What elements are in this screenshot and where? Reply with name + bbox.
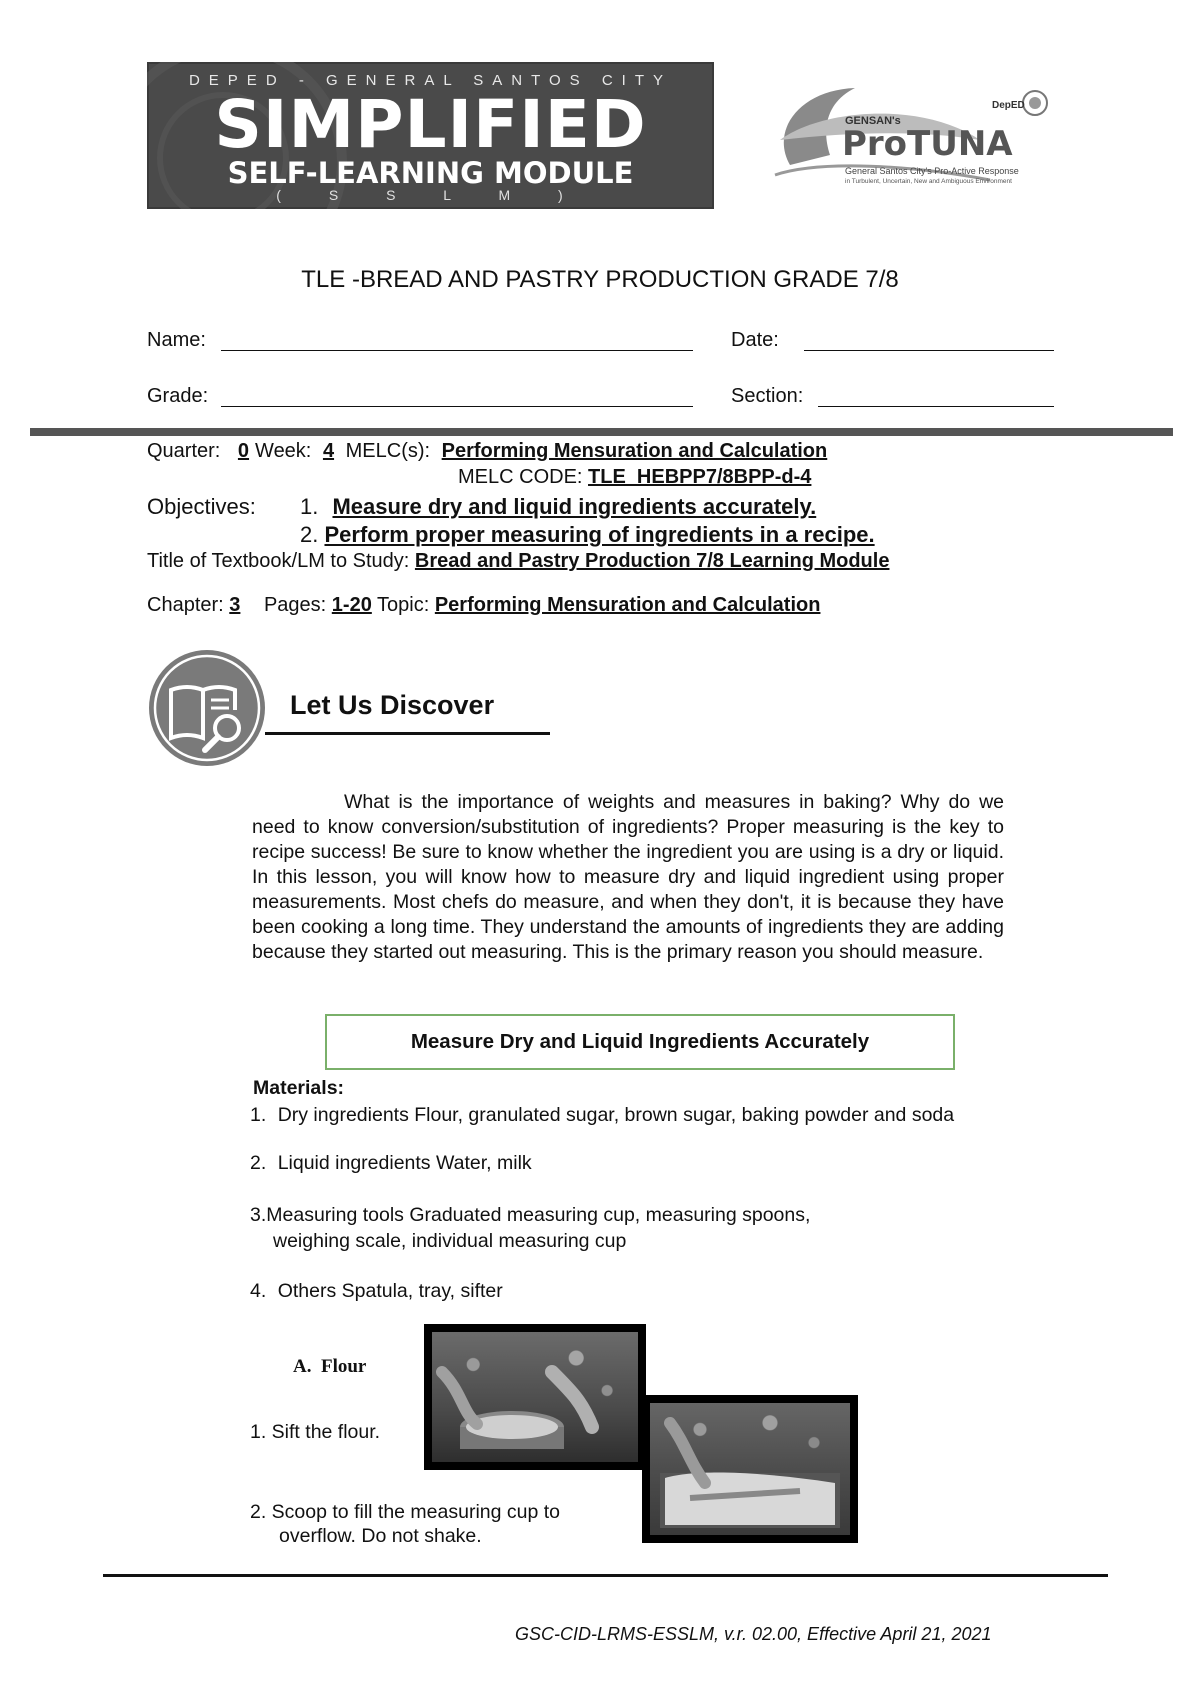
objective-1 <box>300 494 816 520</box>
material-number: 3. <box>250 1204 267 1226</box>
melc-label: MELC(s): <box>345 440 431 462</box>
grade-label: Grade: <box>147 385 209 407</box>
material-text: Liquid ingredients Water, milk <box>277 1152 532 1174</box>
logo-deped-text: DepED <box>992 100 1025 111</box>
textbook-label: Title of Textbook/LM to Study: <box>147 550 410 572</box>
melc-code-row <box>458 466 811 489</box>
banner-main-text: SIMPLIFIED <box>214 86 647 163</box>
material-item-3 <box>250 1204 810 1227</box>
material-item-4 <box>250 1280 503 1303</box>
chapter-label: Chapter: <box>147 594 224 616</box>
objective-2-number: 2. <box>300 522 319 547</box>
footer-rule <box>103 1574 1108 1577</box>
sslm-banner <box>147 62 714 209</box>
flour-step-2-cont: overflow. Do not shake. <box>279 1525 482 1547</box>
date-field-line[interactable] <box>804 350 1054 351</box>
material-item-2 <box>250 1152 532 1175</box>
material-text: Measuring tools Graduated measuring cup, measuring spoons, <box>266 1204 811 1226</box>
objective-1-number: 1. <box>300 494 319 519</box>
chapter-value: 3 <box>229 594 241 616</box>
material-text: Dry ingredients Flour, granulated sugar, brown sugar, baking powder and soda <box>277 1104 955 1126</box>
section-title-discover: Let Us Discover <box>290 690 495 720</box>
logo-tagline-2: in Turbulent, Uncertain, New and Ambiguous Environment <box>845 178 1012 185</box>
flour-step-2: 2. Scoop to fill the measuring cup to <box>250 1501 561 1523</box>
banner-sslm-text: ( S S L M ) <box>276 187 585 203</box>
chapter-row <box>147 594 820 617</box>
material-text: Others Spatula, tray, sifter <box>277 1280 503 1302</box>
divider-rule <box>30 428 1173 436</box>
protuna-logo <box>760 70 1060 200</box>
discover-paragraph-text: What is the importance of weights and measures in baking? Why do we need to know conversion/substitution of ingredients? Proper measuring is the key to recipe success! Be sure to know whether the ingredient you are using is a dry or liquid. In this lesson, you will know how to measure dry and liquid ingredient using proper measurements. Most chefs do measure, and when they don't, it is because they have been cooking a long time. They understand the amounts of ingredients they are adding because they started out measuring. This is the primary reason you should measure. <box>252 791 1004 963</box>
grade-field-line[interactable] <box>221 406 693 407</box>
quarter-row <box>147 440 827 463</box>
page-title: TLE -BREAD AND PASTRY PRODUCTION GRADE 7/8 <box>301 266 899 293</box>
name-field-line[interactable] <box>221 350 693 351</box>
discover-underline <box>265 732 550 735</box>
pages-value: 1-20 <box>331 594 372 616</box>
objectives-label: Objectives: <box>147 494 256 519</box>
name-label: Name: <box>147 329 206 351</box>
logo-gensan-text: GENSAN's <box>845 115 901 127</box>
scooping-flour-photo <box>642 1395 858 1543</box>
quarter-label: Quarter: <box>147 440 221 462</box>
footer-code: GSC-CID-LRMS-ESSLM, v.r. 02.00, Effective April 21, 2021 <box>515 1624 992 1644</box>
banner-top-text: DEPED - GENERAL SANTOS CITY <box>188 72 673 89</box>
material-item-3-cont: weighing scale, individual measuring cup <box>273 1230 627 1252</box>
objective-2 <box>300 522 875 548</box>
textbook-row <box>147 550 889 573</box>
topic-label: Topic: <box>377 594 430 616</box>
pages-label: Pages: <box>263 594 327 616</box>
week-value: 4 <box>322 440 335 462</box>
material-number: 1. <box>250 1104 267 1126</box>
quarter-value: 0 <box>237 440 250 462</box>
melc-code-value: TLE_HEBPP7/8BPP-d-4 <box>588 466 812 488</box>
textbook-value: Bread and Pastry Production 7/8 Learning Module <box>414 550 890 572</box>
activity-title-box: Measure Dry and Liquid Ingredients Accurately <box>325 1014 955 1070</box>
discover-paragraph <box>252 790 1004 965</box>
materials-label: Materials: <box>253 1077 345 1099</box>
melc-value: Performing Mensuration and Calculation <box>441 440 828 462</box>
flour-heading: A. Flour <box>293 1356 367 1377</box>
topic-value: Performing Mensuration and Calculation <box>434 594 821 616</box>
flour-step-1: 1. Sift the flour. <box>250 1421 381 1443</box>
objective-1-text: Measure dry and liquid ingredients accurately. <box>332 494 817 519</box>
sifting-flour-photo <box>424 1324 646 1470</box>
banner-sub-text: SELF-LEARNING MODULE <box>227 156 634 190</box>
section-label: Section: <box>731 385 804 407</box>
material-item-1 <box>250 1104 954 1127</box>
material-number: 4. <box>250 1280 267 1302</box>
objective-2-text: Perform proper measuring of ingredients in a recipe. <box>324 522 875 547</box>
section-field-line[interactable] <box>818 406 1054 407</box>
melc-code-label: MELC CODE: <box>458 466 583 488</box>
week-label: Week: <box>255 440 312 462</box>
date-label: Date: <box>731 329 779 351</box>
material-number: 2. <box>250 1152 267 1174</box>
book-magnifier-icon <box>147 648 267 768</box>
logo-name-text: ProTUNA <box>842 124 1013 164</box>
logo-tagline-1: General Santos City's Pro-Active Response <box>845 166 1019 176</box>
